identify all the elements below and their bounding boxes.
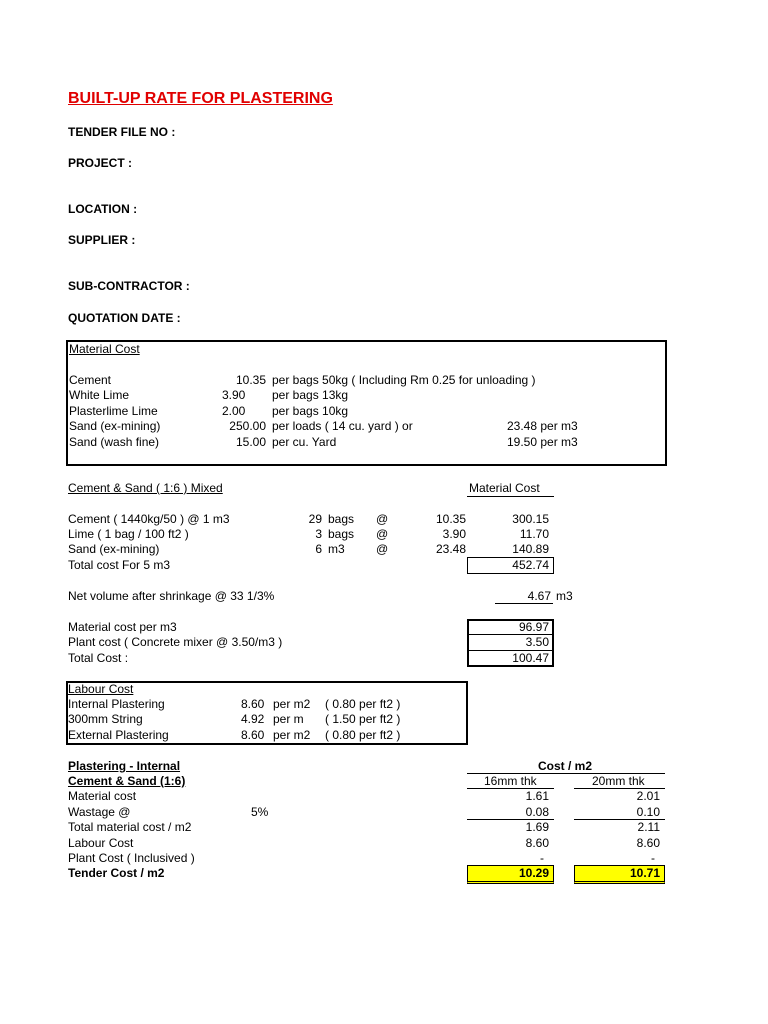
plaster-16mm-value: 8.60 <box>525 836 549 850</box>
material-unit: per bags 50kg ( Including Rm 0.25 for unloading ) <box>272 373 536 387</box>
mix-item: Cement ( 1440kg/50 ) @ 1 m3 <box>68 512 230 526</box>
plaster-20mm-value: 0.10 <box>636 805 660 819</box>
labour-cost-heading: Labour Cost <box>68 682 134 696</box>
mix-total-label: Total cost For 5 m3 <box>68 558 171 572</box>
labour-unit: per m2 <box>273 728 311 742</box>
plaster-row-label: Plant Cost ( Inclusived ) <box>68 851 195 865</box>
material-unit: per bags 13kg <box>272 388 349 402</box>
mix-amount: 140.89 <box>512 542 549 556</box>
net-volume-value: 4.67 <box>527 589 551 603</box>
material-unit: per cu. Yard <box>272 435 337 449</box>
material-rate: 10.35 <box>235 373 266 387</box>
mix-cost-heading: Material Cost <box>469 481 540 495</box>
mix-rate: 3.90 <box>442 527 466 541</box>
net-volume-unit: m3 <box>556 589 573 603</box>
total-cost-label: Total Cost : <box>68 651 129 665</box>
sub-contractor-label: SUB-CONTRACTOR : <box>68 279 190 293</box>
material-per-m3-value: 96.97 <box>518 620 549 634</box>
material-rate: 15.00 <box>235 435 266 449</box>
net-volume-underline <box>495 603 553 604</box>
material-rate: 250.00 <box>229 419 266 433</box>
mix-qty: 29 <box>308 512 322 526</box>
tender-cost-16mm-value: 10.29 <box>518 866 549 880</box>
material-item: Sand (ex-mining) <box>69 419 161 433</box>
wastage-percent: 5% <box>251 805 269 819</box>
tender-cost-20mm-value: 10.71 <box>629 866 660 880</box>
total-cost-value: 100.47 <box>512 651 549 665</box>
mix-unit: m3 <box>328 542 345 556</box>
net-volume-label: Net volume after shrinkage @ 33 1/3% <box>68 589 275 603</box>
mix-item: Lime ( 1 bag / 100 ft2 ) <box>68 527 189 541</box>
mix-amount: 11.70 <box>519 527 549 541</box>
plant-cost-value: 3.50 <box>525 635 549 649</box>
plastering-heading: Plastering - Internal <box>68 759 181 773</box>
mix-cost-underline <box>467 496 554 497</box>
mix-at: @ <box>376 527 389 541</box>
labour-rate: 4.92 <box>241 712 265 726</box>
mix-qty: 3 <box>315 527 322 541</box>
material-per-m3-label: Material cost per m3 <box>68 620 177 634</box>
mix-qty: 6 <box>315 542 322 556</box>
plaster-20mm-value: 2.01 <box>636 789 660 803</box>
plant-cost-label: Plant cost ( Concrete mixer @ 3.50/m3 ) <box>68 635 283 649</box>
material-unit: per bags 10kg <box>272 404 349 418</box>
labour-alt: ( 0.80 per ft2 ) <box>325 697 401 711</box>
tender-file-no-label: TENDER FILE NO : <box>68 125 176 139</box>
labour-alt: ( 0.80 per ft2 ) <box>325 728 401 742</box>
material-rate: 2.00 <box>222 404 246 418</box>
mix-at: @ <box>376 542 389 556</box>
plaster-16mm-value: - <box>540 851 544 865</box>
labour-item: Internal Plastering <box>68 697 165 711</box>
plaster-16mm-value: 1.69 <box>525 820 549 834</box>
material-cost-heading: Material Cost <box>69 342 140 356</box>
mix-rate: 23.48 <box>435 542 466 556</box>
tender-cost-label: Tender Cost / m2 <box>68 866 165 880</box>
material-item: White Lime <box>69 388 130 402</box>
material-unit: per loads ( 14 cu. yard ) or <box>272 419 413 433</box>
labour-unit: per m2 <box>273 697 311 711</box>
plaster-20mm-value: 8.60 <box>636 836 660 850</box>
material-item: Sand (wash fine) <box>69 435 160 449</box>
plaster-row-label: Labour Cost <box>68 836 134 850</box>
plaster-row-label: Wastage @ <box>68 805 131 819</box>
page-title: BUILT-UP RATE FOR PLASTERING <box>68 90 333 107</box>
cost-per-m2-heading: Cost / m2 <box>538 759 593 773</box>
labour-item: 300mm String <box>68 712 143 726</box>
labour-rate: 8.60 <box>241 728 265 742</box>
mix-heading: Cement & Sand ( 1:6 ) Mixed <box>68 481 223 495</box>
mix-rate: 10.35 <box>435 512 466 526</box>
material-item: Plasterlime Lime <box>69 404 158 418</box>
mix-total-value: 452.74 <box>512 558 549 572</box>
mix-at: @ <box>376 512 389 526</box>
labour-alt: ( 1.50 per ft2 ) <box>325 712 401 726</box>
mix-unit: bags <box>328 512 355 526</box>
mix-unit: bags <box>328 527 355 541</box>
quotation-date-label: QUOTATION DATE : <box>68 311 181 325</box>
mix-item: Sand (ex-mining) <box>68 542 160 556</box>
plastering-sub-heading: Cement & Sand (1:6) <box>68 774 186 788</box>
material-alt-rate: 23.48 per m3 <box>507 419 578 433</box>
material-rate: 3.90 <box>222 388 246 402</box>
project-label: PROJECT : <box>68 156 133 170</box>
plaster-row-label: Total material cost / m2 <box>68 820 192 834</box>
material-item: Cement <box>69 373 112 387</box>
col-16mm-header: 16mm thk <box>484 774 537 788</box>
mix-amount: 300.15 <box>512 512 549 526</box>
location-label: LOCATION : <box>68 202 138 216</box>
plaster-16mm-value: 1.61 <box>525 789 549 803</box>
plaster-20mm-value: - <box>651 851 655 865</box>
labour-unit: per m <box>273 712 304 726</box>
supplier-label: SUPPLIER : <box>68 233 136 247</box>
labour-rate: 8.60 <box>241 697 265 711</box>
plaster-16mm-value: 0.08 <box>525 805 549 819</box>
material-alt-rate: 19.50 per m3 <box>507 435 578 449</box>
labour-item: External Plastering <box>68 728 169 742</box>
plaster-row-label: Material cost <box>68 789 137 803</box>
plaster-20mm-value: 2.11 <box>637 820 660 834</box>
col-20mm-header: 20mm thk <box>592 774 645 788</box>
